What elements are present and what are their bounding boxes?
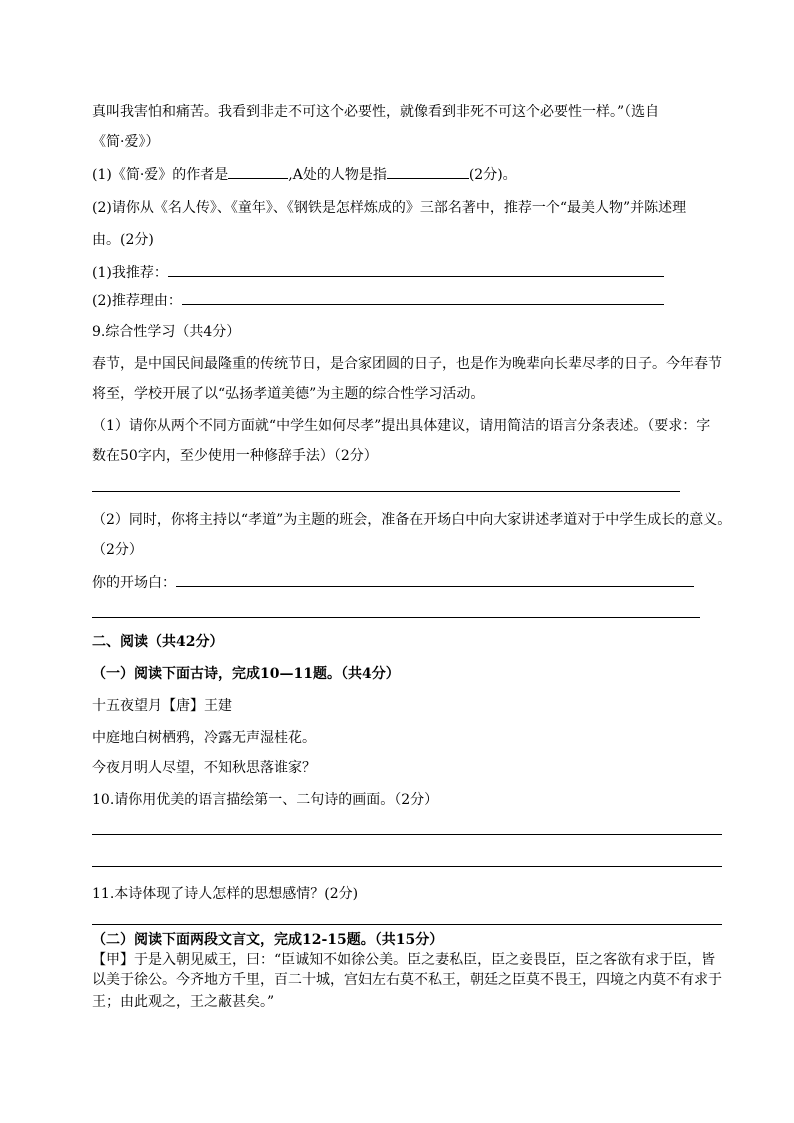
q8-sub1 (92, 164, 517, 185)
q9-sub1-answer-line[interactable] (92, 491, 680, 492)
q9-sub2-line-1: （2）同时，你将主持以“孝道”为主题的班会，准备在开场白中向大家讲述孝道对于中学生成长的意义。 (92, 512, 732, 528)
q11-answer-line[interactable] (92, 924, 722, 925)
reason-blank[interactable] (182, 290, 664, 305)
q9-title: 9.综合性学习（共4分） (92, 324, 241, 340)
recommend-label: (1)我推荐： (92, 265, 168, 281)
jia-line-3: 王；由此观之，王之蔽甚矣。” (92, 994, 275, 1010)
q9-sub1-line-1: （1）请你从两个不同方面就“中学生如何尽孝”提出具体建议，请用简洁的语言分条表述。（要求：字 (92, 418, 711, 434)
q8-sub1-mid: ,A处的人物是指 (288, 167, 387, 183)
q9-sub1-line-2: 数在50字内，至少使用一种修辞手法）（2分） (92, 448, 378, 464)
q9-intro-line-1: 春节，是中国民间最隆重的传统节日，是合家团圆的日子，也是作为晚辈向长辈尽孝的日子。今年春节 (92, 356, 722, 372)
question-11: 11.本诗体现了诗人怎样的思想感情？(2分) (92, 886, 359, 902)
poem-title: 十五夜望月【唐】王建 (92, 698, 232, 714)
recommend-row (92, 262, 664, 283)
section-2-title: 二、阅读（共42分） (92, 634, 224, 650)
q8-sub1-suffix: (2分)。 (468, 167, 517, 183)
part-2-title: （二）阅读下面两段文言文，完成12-15题。（共15分） (92, 932, 444, 948)
q9-sub2-line-2: （2分） (92, 542, 143, 558)
author-blank[interactable] (228, 164, 288, 179)
opening-answer-line-2[interactable] (92, 617, 700, 618)
q9-intro-line-2: 将至，学校开展了以“弘扬孝道美德”为主题的综合性学习活动。 (92, 386, 485, 402)
opening-blank[interactable] (176, 572, 694, 587)
opening-row (92, 572, 694, 593)
reason-label: (2)推荐理由： (92, 293, 182, 309)
poem-line-2: 今夜月明人尽望，不知秋思落谁家？ (92, 760, 316, 776)
reason-row (92, 290, 664, 311)
poem-line-1: 中庭地白树栖鸦，冷露无声湿桂花。 (92, 730, 316, 746)
q8-sub2-line-1: (2)请你从《名人传》、《童年》、《钢铁是怎样炼成的》三部名著中，推荐一个“最美人物”并陈述理 (92, 200, 687, 216)
q8-text-line-2: 《简·爱》） (92, 134, 160, 150)
question-10: 10.请你用优美的语言描绘第一、二句诗的画面。（2分） (92, 792, 439, 808)
jia-line-2: 以美于徐公。今齐地方千里，百二十城，宫妇左右莫不私王，朝廷之臣莫不畏王，四境之内莫不有求于 (92, 972, 722, 988)
q10-answer-line-2[interactable] (92, 866, 722, 867)
q8-sub1-prefix: (1)《简·爱》的作者是 (92, 167, 229, 183)
q8-text-line-1: 真叫我害怕和痛苦。我看到非走不可这个必要性，就像看到非死不可这个必要性一样。”（选自 (92, 104, 660, 120)
q8-sub2-line-2: 由。(2分) (92, 232, 154, 248)
recommend-blank[interactable] (168, 262, 664, 277)
q10-answer-line-1[interactable] (92, 834, 722, 835)
part-1-title: （一）阅读下面古诗，完成10—11题。（共4分） (92, 666, 400, 682)
opening-label: 你的开场白： (92, 575, 176, 591)
character-blank[interactable] (387, 164, 469, 179)
jia-line-1: 【甲】于是入朝见威王，曰：“臣诚知不如徐公美。臣之妻私臣，臣之妾畏臣，臣之客欲有求于臣，皆 (92, 952, 716, 968)
